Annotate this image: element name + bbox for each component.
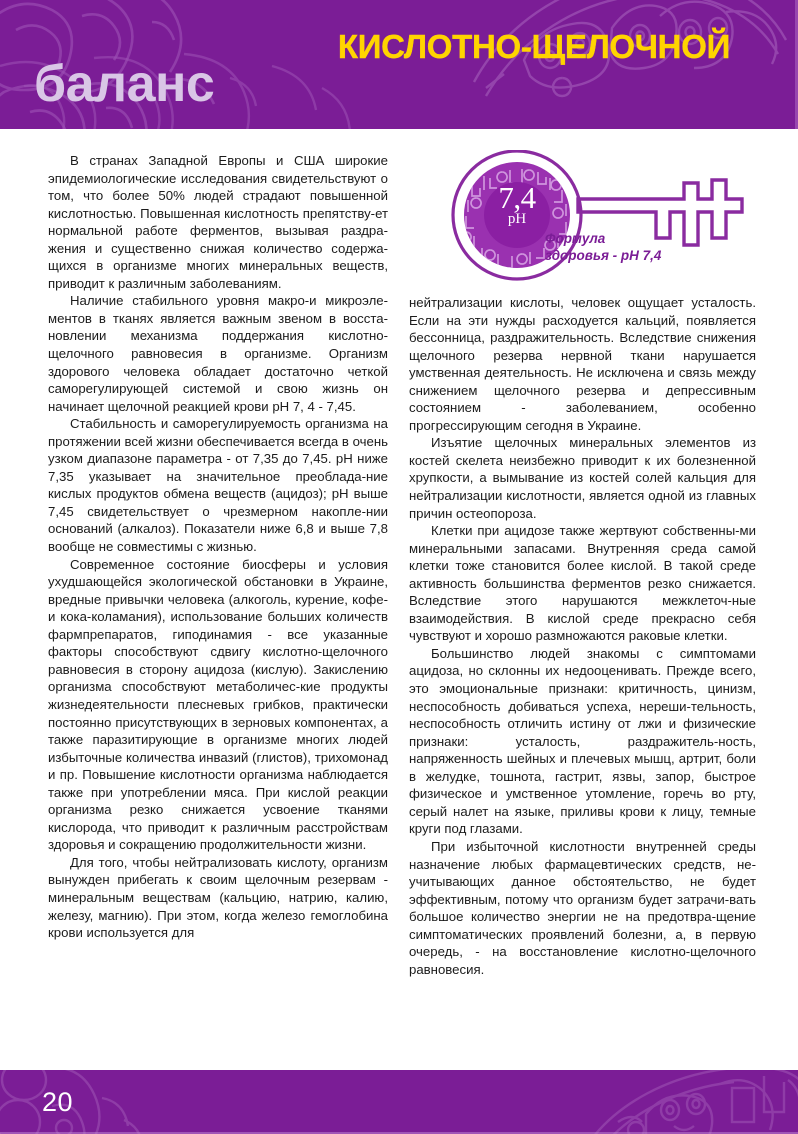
page-title-line-1: КИСЛОТНО-ЩЕЛОЧНОЙ bbox=[337, 28, 730, 65]
article-column-right bbox=[409, 294, 756, 978]
page-header-band bbox=[0, 0, 798, 129]
page-footer-band bbox=[0, 1070, 798, 1134]
paragraph: Стабильность и саморегулируемость организма на протяжении всей жизни обеспечивается всегда в очень узком диапазоне параметра - от 7,35 до 7,45. рН ниже 7,35 указывает на значительное преоблада-ние кислых продуктов обмена веществ (ацидоз); рН выше 7,45 свидетельствует о чрезмерном накопле-нии оснований (алкалоз). Показатели ниже 6,8 и выше 7,8 вообще не совместимы с жизнью. bbox=[48, 416, 388, 555]
seal-ph-unit: pH bbox=[507, 211, 527, 227]
paragraph: Современное состояние биосферы и условия ухудшающейся экологической обстановки в Украине, вредные привычки человека (алкоголь, курение, кофе- и кока-коламания), использование больших количеств фармпрепаратов, гиподинамия - все указанные факторы способствуют сдвигу кислотно-щелочного равновесия в сторону ацидоза (кислую). Закислению организма способствуют метаболичес-кие продукты жизнедеятельности плесневых грибков, практически постоянно присутствующих в зерновых компонентах, а также паразитирующие в организме многих людей избыточные количества инвазий (глистов), трихомонад и пр. Повышение кислотности организма наблюдается также при употреблении мяса. При кислой реакции организма резко снижается усвоение тканями кислорода, что приводит к различным расстройствам здоровья и сокращению продолжительности жизни. bbox=[48, 556, 388, 853]
key-logo-graphic bbox=[426, 150, 762, 282]
paragraph: При избыточной кислотности внутренней среды назначение любых фармацевтических средств, не-учитывающих данное обстоятельство, не будет эффективным, потому что организм будет затрачи-вать большое количество энергии не на предотвра-щение симптоматических проявлений болезни, а, в первую очередь, - на восстановление кислотно-щелочного равновесия. bbox=[409, 838, 756, 977]
article-column-left bbox=[48, 152, 388, 942]
footer-decorative-pattern-right bbox=[592, 1070, 798, 1134]
key-caption-line-2: здоровья - pH 7,4 bbox=[545, 248, 662, 263]
paragraph: Для того, чтобы нейтрализовать кислоту, организм вынужден прибегать к своим щелочным резервам - минеральным веществам (кальцию, натрию, калию, железу, магнию). При этом, когда железо гемоглобина крови используется для bbox=[48, 854, 388, 941]
page-number: 20 bbox=[42, 1087, 74, 1117]
page-title-line-2: баланс bbox=[34, 55, 215, 113]
header-title-block bbox=[0, 0, 798, 129]
key-caption-line-1: Формула bbox=[545, 231, 606, 246]
paragraph: Наличие стабильного уровня макро-и микроэле-ментов в тканях является важным звеном в восста-новлении механизма поддержания кислотно-щелочного равновесия в организме. Организм здорового человека обладает достаточно четкой саморегулирующей системой и свою жизнь он начинает щелочной реакцией крови рН 7, 4 - 7,45. bbox=[48, 293, 388, 414]
paragraph: Изъятие щелочных минеральных элементов из костей скелета неизбежно приводит к их болезненной хрупкости, а вымывание из костей солей кальция для нейтрализации кислотности, является одной из главных причин остеопороза. bbox=[409, 435, 756, 521]
paragraph: Клетки при ацидозе также жертвуют собственны-ми минеральными запасами. Внутренняя среда самой клетки тоже становится более кислой. В такой среде активность большинства ферментов резко снижается. Вследствие этого нарушаются межклеточ-ные взаимодействия. В кислой среде прекрасно себя чувствуют и хорошо размножаются раковые клетки. bbox=[409, 523, 756, 644]
key-caption bbox=[545, 230, 735, 264]
seal-ph-value: 7,4 bbox=[498, 180, 536, 215]
paragraph: Большинство людей знакомы с симптомами ацидоза, но склонны их недооценивать. Прежде всего, это эмоциональные признаки: критичность, цинизм, неспособность добиваться успеха, нереши-тельность, неспособность отличить истину от лжи и физические признаки: усталость, раздражитель-ность, напряженность шейных и плечевых мышц, артрит, боли в желудке, тошнота, гастрит, язвы, запор, быстрое физическое и умственное утомление, горечь во рту, серый налет на языке, приливы крови к лицу, темные круги под глазами. bbox=[409, 645, 756, 837]
footer-decorative-pattern-left bbox=[0, 1070, 160, 1134]
paragraph: В странах Западной Европы и США широкие эпидемиологические исследования свидетельствуют о том, что более 50% людей страдают повышенной кислотностью. Повышенная кислотность препятству-ет нормальной работе ферментов, вызывая раздра-жения и существенно снижая количество содержа-щихся в организме многих минеральных веществ, приводит к различным заболеваниям. bbox=[48, 153, 388, 291]
paragraph: нейтрализации кислоты, человек ощущает усталость. Если на эти нужды расходуется кальций, появляется бессонница, раздражительность. Вследствие снижения щелочного резерва нервной ткани нарушается умственная деятельность. Не исключена и связь между снижением щелочного резерва и депрессивным состоянием - заболеванием, особенно прогрессирующим сегодня в Украине. bbox=[409, 295, 756, 433]
